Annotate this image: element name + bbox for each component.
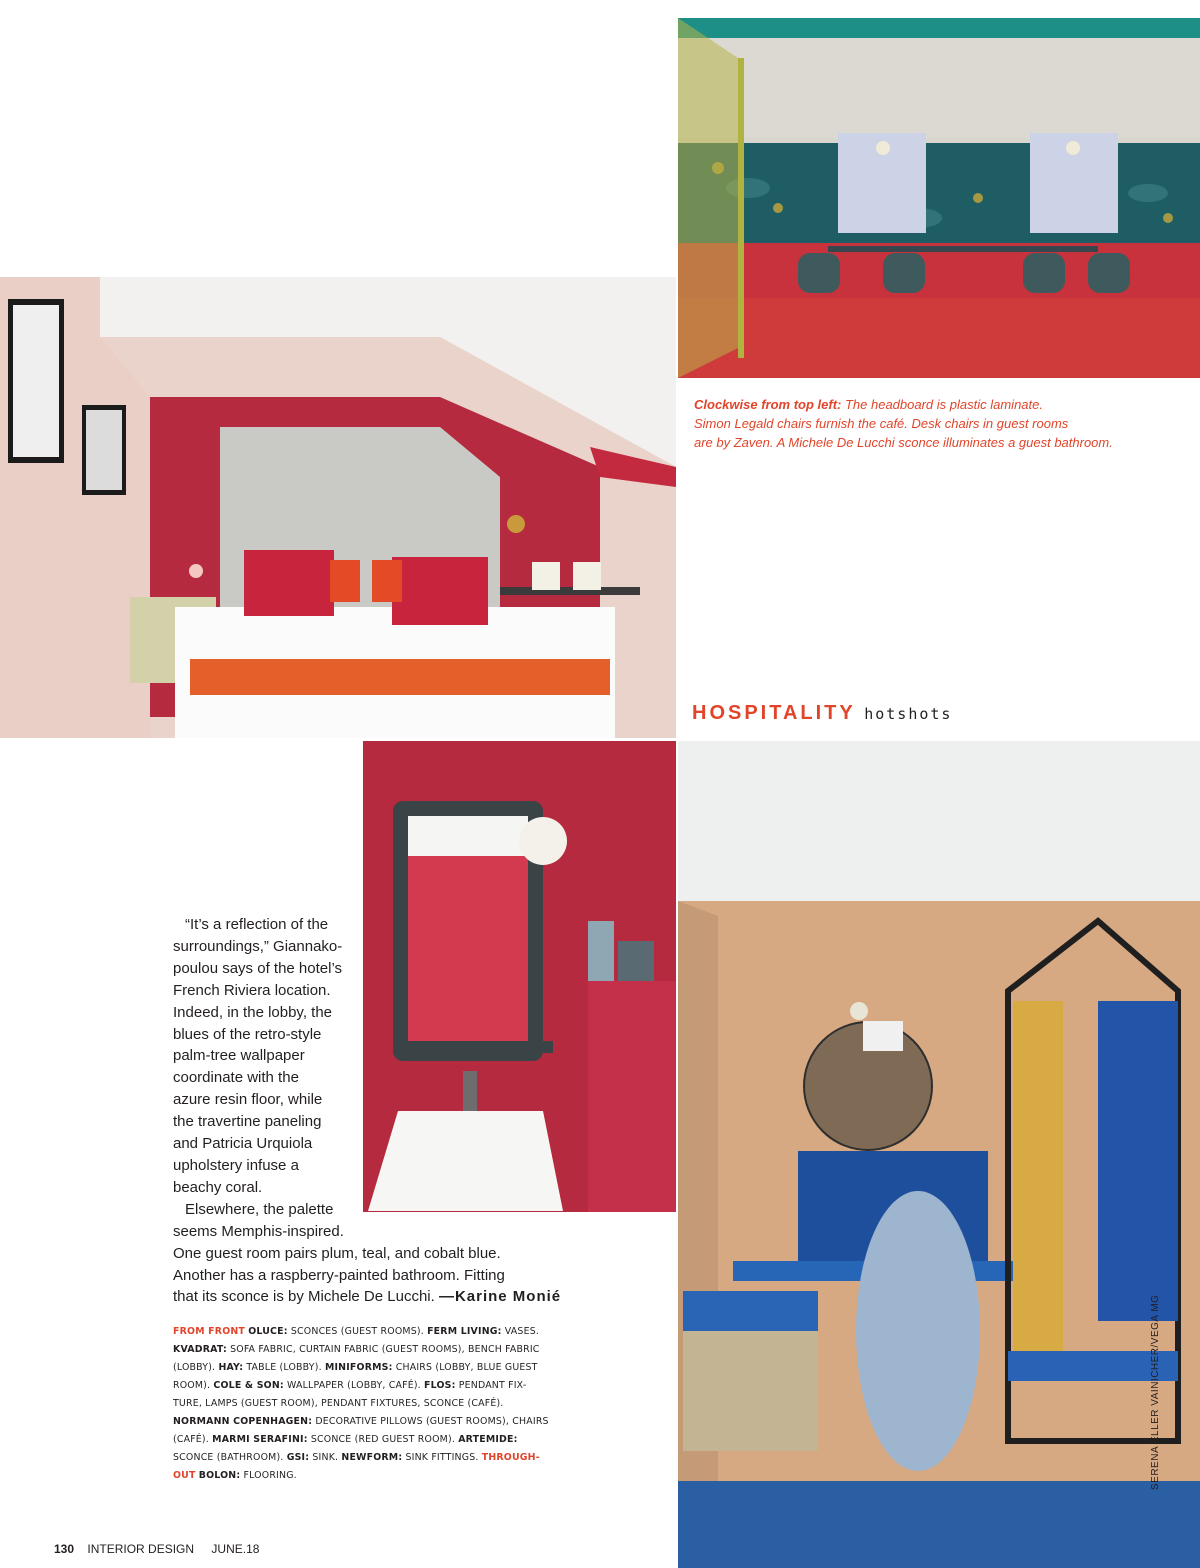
sources-text: DECORATIVE PILLOWS (GUEST ROOMS), CHAIRS	[315, 1416, 549, 1427]
article-line: Another has a raspberry-painted bathroom. Fitting	[173, 1266, 505, 1284]
sources-text: PENDANT FIX-	[458, 1380, 527, 1391]
page-number: 130	[54, 1542, 75, 1556]
magazine-name: INTERIOR DESIGN	[87, 1542, 195, 1556]
page-folio	[54, 1542, 259, 1556]
sources-brand: HAY:	[218, 1362, 244, 1373]
sources-brand: COLE & SON:	[213, 1380, 284, 1391]
article-line: coordinate with the	[173, 1069, 299, 1087]
sources-brand: MARMI SERAFINI:	[212, 1434, 308, 1445]
sources-highlight: OUT	[173, 1470, 196, 1481]
article-line: upholstery infuse a	[173, 1156, 299, 1174]
sources-text: TURE, LAMPS (GUEST ROOM), PENDANT FIXTURES, SCONCE (CAFÉ).	[173, 1398, 504, 1409]
issue-date: JUNE.18	[211, 1542, 260, 1556]
article-line: French Riviera location.	[173, 981, 331, 999]
caption-lead: Clockwise from top left:	[694, 397, 842, 412]
article-line: that its sconce is by Michele De Lucchi.	[173, 1288, 439, 1306]
caption-line: are by Zaven. A Michele De Lucchi sconce illuminates a guest bathroom.	[694, 435, 1113, 450]
photo-credit: SERENA ELLER VAINICHER/VEGA MG	[1150, 1294, 1161, 1490]
sources-brand: MINIFORMS:	[324, 1362, 393, 1373]
sources-text: WALLPAPER (LOBBY, CAFÉ).	[287, 1380, 421, 1391]
sources-text: ROOM).	[173, 1380, 211, 1391]
sources-highlight: FROM FRONT	[173, 1326, 246, 1337]
product-sources	[173, 1323, 549, 1485]
sources-text: SOFA FABRIC, CURTAIN FABRIC (GUEST ROOMS), BENCH FABRIC	[230, 1344, 540, 1355]
sources-text: SINK FITTINGS.	[405, 1452, 479, 1463]
article-line: palm-tree wallpaper	[173, 1047, 305, 1065]
sources-text: (LOBBY).	[173, 1362, 216, 1373]
article-line: the travertine paneling	[173, 1113, 322, 1131]
sources-brand: GSI:	[286, 1452, 310, 1463]
article-line: “It’s a reflection of the	[185, 916, 329, 933]
section-header	[692, 702, 952, 725]
sources-text: CHAIRS (LOBBY, BLUE GUEST	[395, 1362, 538, 1373]
section-title: HOSPITALITY	[692, 702, 856, 724]
sources-text: FLOORING.	[243, 1470, 297, 1481]
article-line: Indeed, in the lobby, the	[173, 1003, 333, 1021]
section-subtitle: hotshots	[864, 705, 953, 723]
sources-brand: FERM LIVING:	[427, 1326, 502, 1337]
bedroom-photo	[0, 277, 676, 738]
sources-text: TABLE (LOBBY).	[246, 1362, 322, 1373]
photo-caption	[694, 395, 1164, 452]
caption-line: The headboard is plastic laminate.	[844, 397, 1043, 412]
caption-line: Simon Legald chairs furnish the café. Desk chairs in guest rooms	[694, 416, 1069, 431]
article-body	[173, 914, 561, 1308]
article-line: surroundings,” Giannako-	[173, 937, 343, 955]
sources-text: SCONCE (RED GUEST ROOM).	[310, 1434, 455, 1445]
article-line: poulou says of the hotel’s	[173, 959, 343, 977]
article-line: azure resin floor, while	[173, 1091, 323, 1109]
sources-text: SCONCE (BATHROOM).	[173, 1452, 284, 1463]
article-line: beachy coral.	[173, 1178, 263, 1196]
sources-text: VASES.	[504, 1326, 540, 1337]
sources-brand: NORMANN COPENHAGEN:	[173, 1416, 313, 1427]
sources-text: SCONCES (GUEST ROOMS).	[290, 1326, 424, 1337]
sources-brand: BOLON:	[198, 1470, 241, 1481]
cafe-photo	[678, 18, 1200, 378]
sources-text: SINK.	[312, 1452, 339, 1463]
sources-highlight: THROUGH-	[481, 1452, 540, 1463]
article-line: One guest room pairs plum, teal, and cobalt blue.	[173, 1244, 501, 1262]
sources-brand: KVADRAT:	[173, 1344, 227, 1355]
sources-brand: NEWFORM:	[341, 1452, 403, 1463]
article-line: Elsewhere, the palette	[185, 1200, 334, 1218]
article-line: and Patricia Urquiola	[173, 1135, 313, 1153]
sources-text: (CAFÉ).	[173, 1434, 209, 1445]
blue-guest-room-photo	[678, 741, 1200, 1568]
article-line: blues of the retro-style	[173, 1025, 322, 1043]
article-line: seems Memphis-inspired.	[173, 1222, 344, 1240]
sources-brand: FLOS:	[424, 1380, 456, 1391]
sources-brand: OLUCE:	[248, 1326, 288, 1337]
sources-brand: ARTEMIDE:	[458, 1434, 518, 1445]
article-author: —Karine Monié	[438, 1288, 562, 1306]
